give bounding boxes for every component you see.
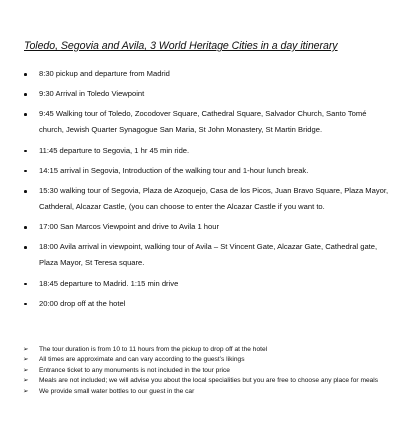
note-item <box>0 366 400 376</box>
itinerary-item-text: 9:30 Arrival in Toledo Viewpoint <box>39 89 145 99</box>
note-item <box>0 387 400 397</box>
itinerary-item <box>0 239 400 271</box>
itinerary-item <box>0 183 400 215</box>
note-item <box>0 376 400 386</box>
itinerary-item <box>0 296 400 312</box>
bullet-icon <box>24 113 27 116</box>
itinerary-item-text: 17:00 San Marcos Viewpoint and drive to Avila 1 hour <box>39 222 219 232</box>
bullet-icon <box>24 170 27 173</box>
arrow-bullet-icon: ➢ <box>23 346 29 353</box>
bullet-icon <box>24 303 27 306</box>
document-title: Toledo, Segovia and Avila, 3 World Heritage Cities in a day itinerary <box>24 40 338 52</box>
arrow-bullet-icon: ➢ <box>23 387 29 395</box>
itinerary-item-text: 9:45 Walking tour of Toledo, Zocodover Square, Cathedral Square, Salvador Church, Santo Tomé church, Jewish Quarter Synagogue San Maria, St John Monastery, St Martin Bridge. <box>39 109 367 135</box>
note-item-text: All times are approximate and can vary according to the guest’s likings <box>39 356 245 364</box>
itinerary-item <box>0 106 400 138</box>
note-item-text: Meals are not included; we will advise you about the local specialities but you are free to choose any place for meals <box>39 377 379 385</box>
itinerary-item-text: 15:30 walking tour of Segovia, Plaza de Azoquejo, Casa de los Picos, Juan Bravo Square, Plaza Mayor, Cathderal, Alcazar Castle, (you can choose to enter the Alcazar Castle if you want to. <box>39 185 389 211</box>
itinerary-item-text: 20:00 drop off at the hotel <box>39 298 126 308</box>
bullet-icon <box>24 73 27 76</box>
itinerary-item-text: 18:00 Avila arrival in viewpoint, walking tour of Avila – St Vincent Gate, Alcazar Gate, Cathedral gate, Plaza Mayor, St Teresa square. <box>39 242 378 268</box>
note-item-text: We provide small water bottles to our guest in the car <box>39 387 195 395</box>
bullet-icon <box>24 246 27 249</box>
note-item <box>0 355 400 365</box>
itinerary-item <box>0 276 400 292</box>
bullet-icon <box>24 226 27 229</box>
itinerary-item <box>0 86 400 102</box>
itinerary-item <box>0 143 400 159</box>
arrow-bullet-icon: ➢ <box>23 356 29 364</box>
itinerary-item <box>0 163 400 179</box>
itinerary-list <box>0 66 400 316</box>
itinerary-item-text: 11:45 departure to Segovia, 1 hr 45 min ride. <box>39 145 190 155</box>
itinerary-item-text: 14:15 arrival in Segovia, Introduction of the walking tour and 1-hour lunch break. <box>39 165 309 175</box>
arrow-bullet-icon: ➢ <box>23 366 29 374</box>
note-item-text: The tour duration is from 10 to 11 hours from the pickup to drop off at the hotel <box>39 346 268 353</box>
bullet-icon <box>24 93 27 96</box>
itinerary-item-text: 8:30 pickup and departure from Madrid <box>39 69 170 78</box>
note-item <box>0 345 400 355</box>
notes-list <box>0 345 400 397</box>
bullet-icon <box>24 283 27 286</box>
bullet-icon <box>24 150 27 153</box>
arrow-bullet-icon: ➢ <box>23 377 29 385</box>
bullet-icon <box>24 190 27 193</box>
itinerary-item <box>0 66 400 82</box>
itinerary-item <box>0 219 400 235</box>
itinerary-item-text: 18:45 departure to Madrid. 1:15 min drive <box>39 278 179 288</box>
note-item-text: Entrance ticket to any monuments is not included in the tour price <box>39 366 230 374</box>
